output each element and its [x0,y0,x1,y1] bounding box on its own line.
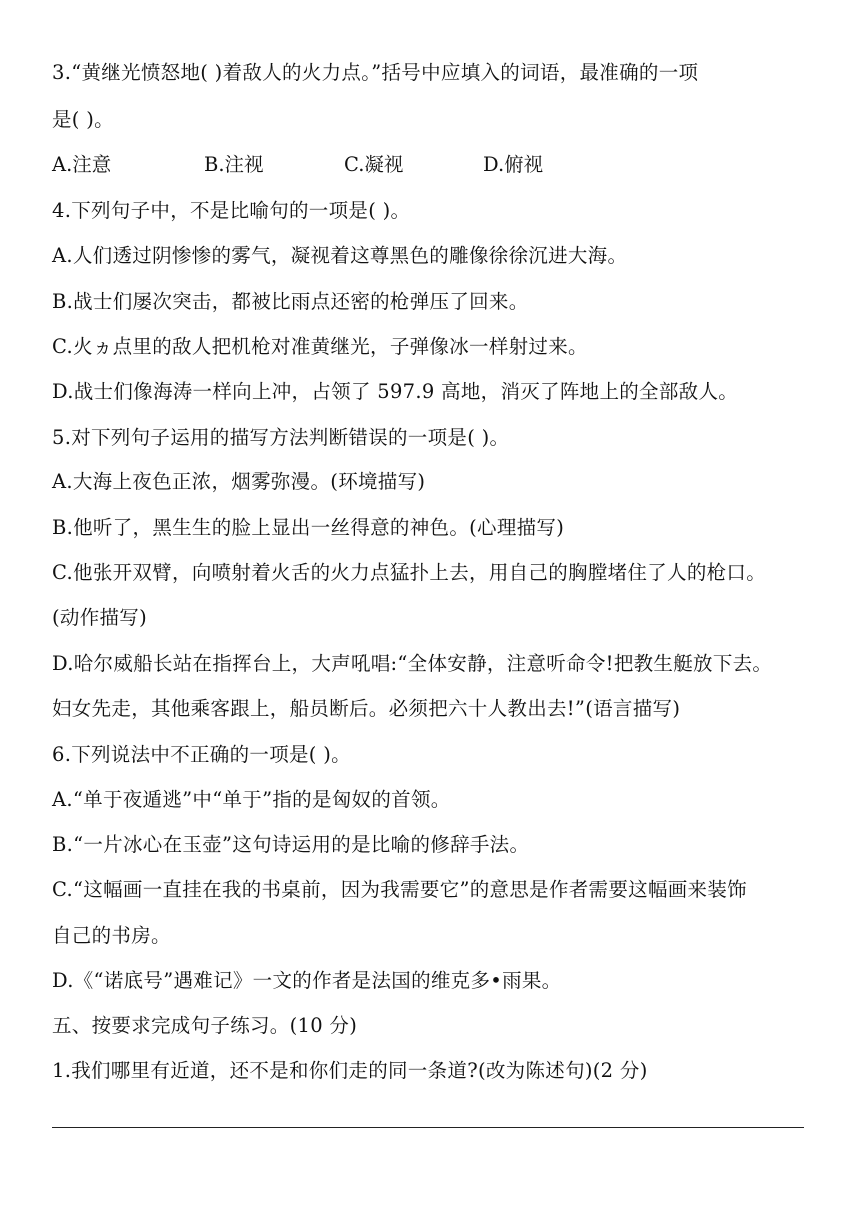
q6-stem: 6.下列说法中不正确的一项是( )。 [52,743,351,766]
q5-option-b: B.他听了，黑生生的脸上显出一丝得意的神色。(心理描写) [52,516,565,539]
q6-option-b: B.“一片冰心在玉壶”这句诗运用的是比喻的修辞手法。 [52,833,530,856]
q4-option-a: A.人们透过阴惨惨的雾气，凝视着这尊黑色的雕像徐徐沉进大海。 [52,244,628,267]
q4-stem: 4.下列句子中，不是比喻句的一项是( )。 [52,199,411,222]
q4-option-d: D.战士们像海涛一样向上冲，占领了 597.9 高地，消灭了阵地上的全部敌人。 [52,380,739,403]
q5-option-a: A.大海上夜色正浓，烟雾弥漫。(环境描写) [52,470,426,493]
q5-stem: 5.对下列句子运用的描写方法判断错误的一项是( )。 [52,426,510,449]
q6-option-a: A.“单于夜遁逃”中“单于”指的是匈奴的首领。 [52,788,451,811]
q5-option-d-line1: D.哈尔威船长站在指挥台上，大声吼唱:“全体安静，注意听命令!把教生艇放下去。 [52,652,773,675]
answer-line[interactable] [52,1127,804,1128]
section5-heading: 五、按要求完成句子练习。(10 分) [52,1014,358,1037]
q3-stem-line2: 是( )。 [52,108,114,131]
q4-option-c: C.火ヵ点里的敌人把机枪对准黄继光，子弹像冰一样射过来。 [52,335,588,358]
q5-option-c-line1: C.他张开双臂，向喷射着火舌的火力点猛扑上去，用自己的胸膛堵住了人的枪口。 [52,561,767,584]
q4-option-b: B.战士们屡次突击，都被比雨点还密的枪弹压了回来。 [52,290,529,313]
q3-option-c: C.凝视 [344,153,404,176]
q5-option-c-line2: (动作描写) [52,606,148,629]
section5-item1: 1.我们哪里有近道，还不是和你们走的同一条道?(改为陈述句)(2 分) [52,1059,648,1082]
q6-option-c-line2: 自己的书房。 [52,924,171,947]
q5-option-d-line2: 妇女先走，其他乘客跟上，船员断后。必须把六十人教出去!”(语言描写) [52,697,681,720]
q3-option-a: A.注意 [52,153,112,176]
q3-stem-line1: 3.“黄继光愤怒地( )着敌人的火力点。”括号中应填入的词语，最准确的一项 [52,61,699,84]
q6-option-c-line1: C.“这幅画一直挂在我的书桌前，因为我需要它”的意思是作者需要这幅画来装饰 [52,878,747,901]
q6-option-d: D.《“诺底号”遇难记》一文的作者是法国的维克多•雨果。 [52,969,562,992]
q3-option-b: B.注视 [204,153,264,176]
q3-option-d: D.俯视 [483,153,544,176]
